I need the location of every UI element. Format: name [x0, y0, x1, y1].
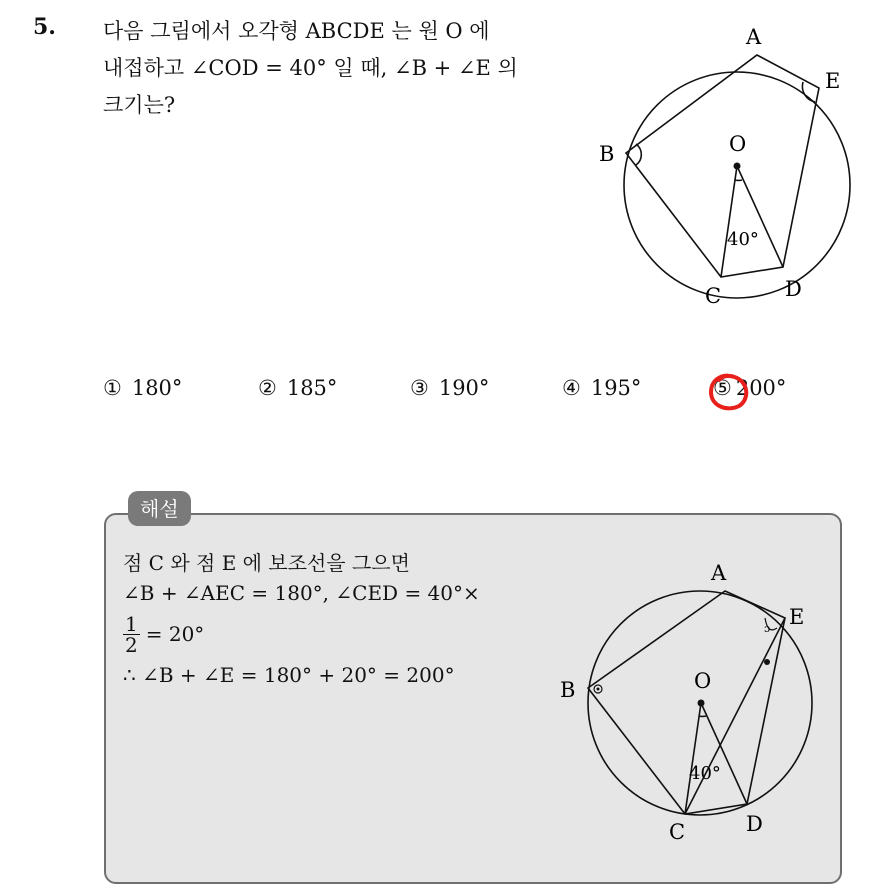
choice-4-value: 195° — [590, 376, 642, 400]
label-d-2: D — [746, 812, 763, 836]
center-point-o — [734, 163, 741, 170]
question-line-1: 다음 그림에서 오각형 ABCDE 는 원 O 에 — [103, 19, 490, 43]
choice-3[interactable] — [410, 376, 489, 400]
label-o-2: O — [694, 669, 712, 693]
choice-2-mark: ② — [258, 376, 277, 400]
question-figure — [595, 20, 860, 310]
choice-5-mark: ⑤ — [713, 376, 732, 400]
label-e: E — [825, 69, 841, 93]
label-e-2: E — [789, 605, 805, 629]
fraction-denominator: 2 — [125, 632, 138, 657]
answer-choices — [103, 372, 843, 412]
label-c: C — [705, 284, 722, 308]
solution-text — [123, 548, 563, 690]
label-a: A — [746, 25, 762, 49]
pentagon-abcde — [626, 55, 819, 277]
angle-label-2: 40° — [689, 763, 721, 784]
solution-figure — [555, 556, 815, 846]
choice-4[interactable] — [562, 376, 641, 400]
center-point-o-2 — [698, 700, 705, 707]
choice-1-mark: ① — [103, 376, 122, 400]
segment-oc — [721, 166, 737, 277]
angle-label: 40° — [727, 229, 759, 250]
fraction-numerator: 1 — [125, 611, 138, 636]
segment-od-2 — [701, 703, 747, 804]
label-d: D — [785, 277, 802, 301]
question-number: 5. — [33, 14, 56, 40]
question-text — [103, 13, 583, 124]
label-a-2: A — [711, 561, 727, 585]
angle-mark-b-2-inner — [597, 688, 600, 691]
label-b: B — [599, 142, 615, 166]
solution-line-4: ∴ ∠B + ∠E = 180° + 20° = 200° — [123, 663, 455, 687]
question-line-2: 내접하고 ∠COD = 40° 일 때, ∠B + ∠E 의 — [103, 56, 518, 80]
label-o: O — [729, 132, 747, 156]
solution-tag: 해설 — [128, 491, 191, 526]
segment-od — [737, 166, 783, 267]
label-c-2: C — [669, 820, 686, 844]
choice-2[interactable] — [258, 376, 337, 400]
selected-answer-circle — [707, 372, 751, 414]
solution-line-1: 점 C 와 점 E 에 보조선을 그으면 — [123, 551, 410, 575]
solution-line-3-rest: = 20° — [145, 622, 205, 646]
choice-4-mark: ④ — [562, 376, 581, 400]
angle-mark-ced-dot — [764, 659, 770, 665]
choice-1[interactable] — [103, 376, 182, 400]
solution-line-3 — [123, 608, 563, 660]
solution-line-2: ∠B + ∠AEC = 180°, ∠CED = 40°× — [123, 581, 480, 605]
choice-3-mark: ③ — [410, 376, 429, 400]
angle-mark-e-2-symbol: ɔ — [764, 622, 771, 635]
choice-2-value: 185° — [286, 376, 338, 400]
angle-mark-b — [636, 144, 641, 165]
label-b-2: B — [560, 678, 576, 702]
choice-1-value: 180° — [131, 376, 183, 400]
choice-5-value: 200° — [735, 376, 787, 400]
fraction-half — [123, 611, 140, 657]
question-line-3: 크기는? — [103, 93, 176, 117]
pentagon-abcde-2 — [588, 591, 785, 814]
choice-3-value: 190° — [438, 376, 490, 400]
